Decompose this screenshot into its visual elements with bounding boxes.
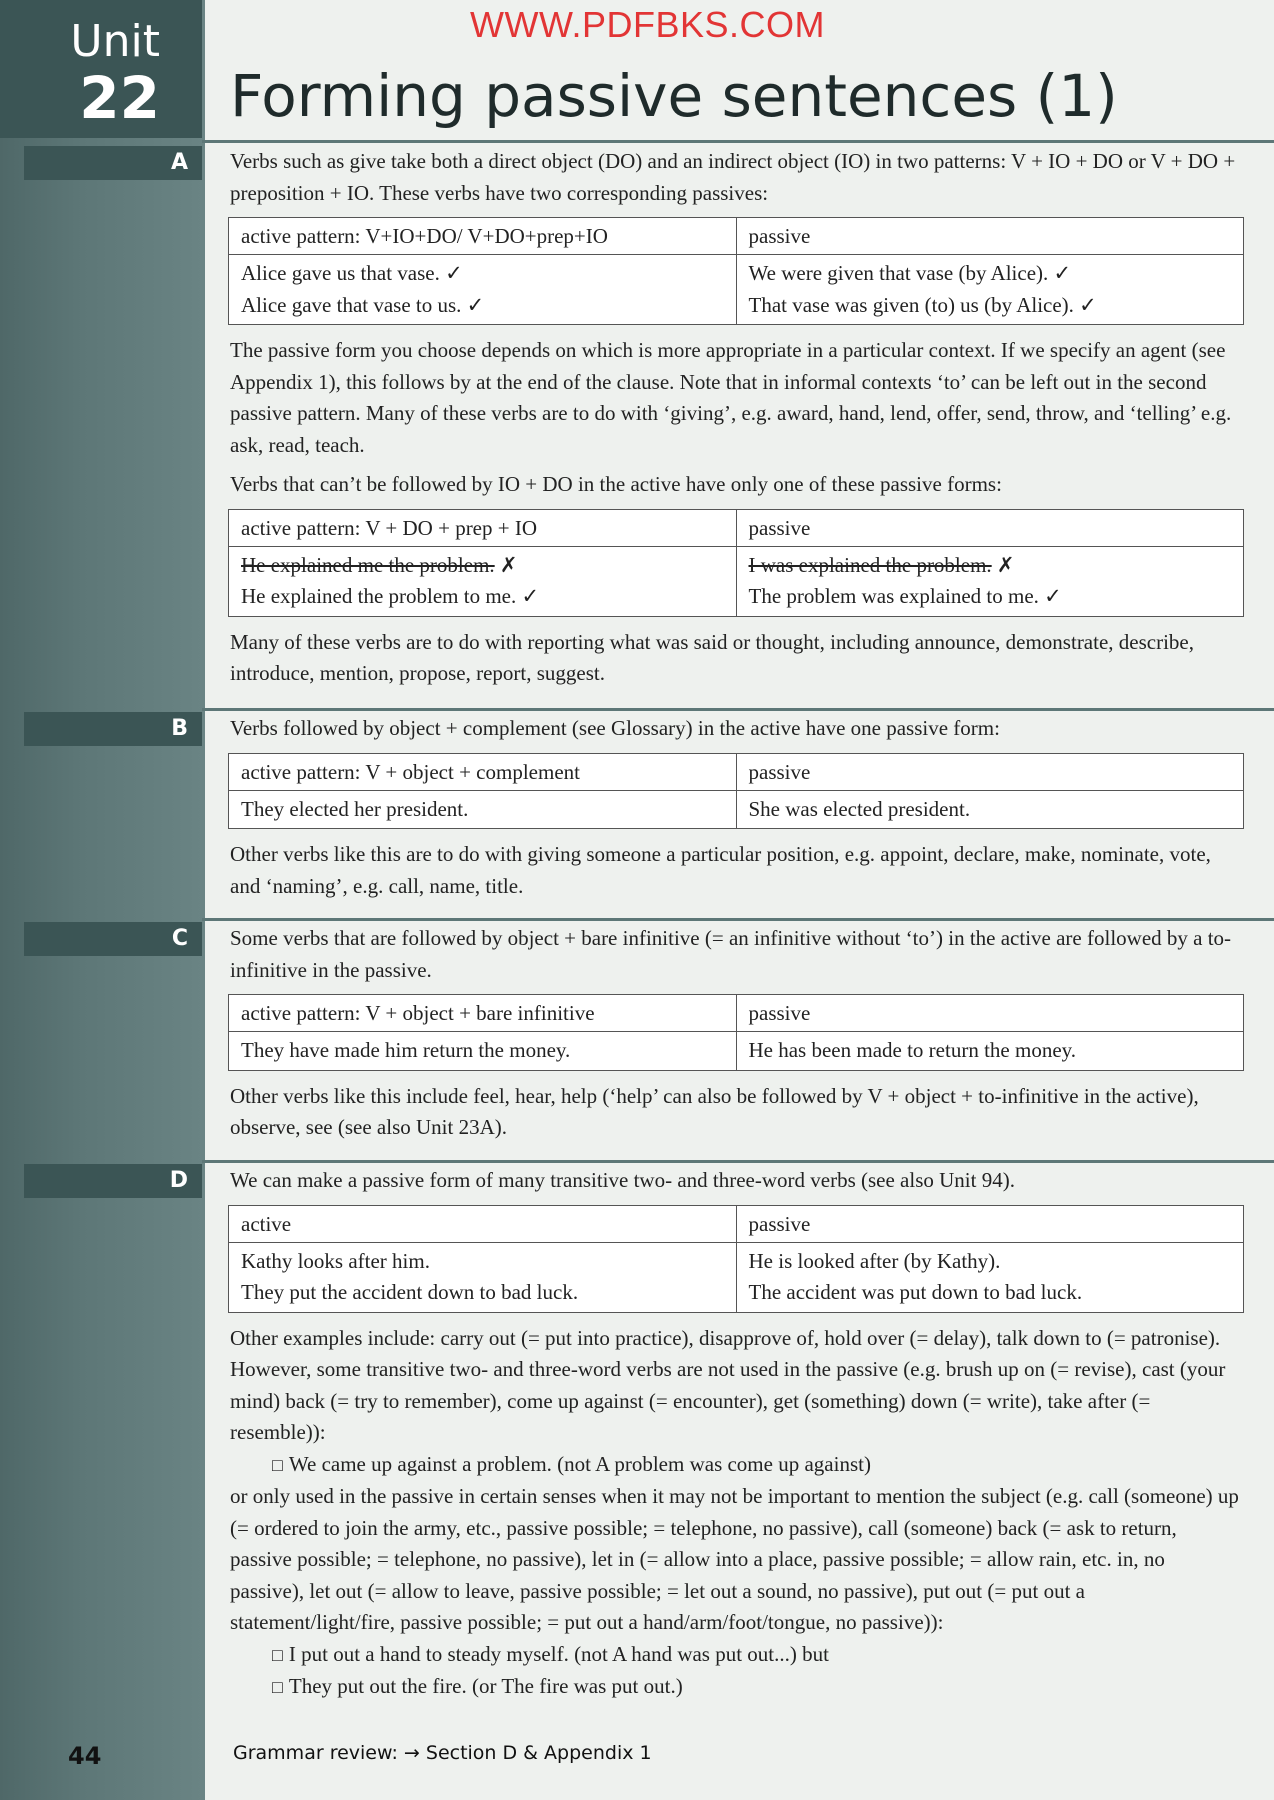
section-c-rule: [202, 918, 1274, 921]
example-line: The accident was put down to bad luck.: [748, 1280, 1083, 1304]
section-b-label: B: [24, 712, 202, 746]
unit-badge: [0, 0, 202, 138]
left-sidebar: [0, 0, 205, 1800]
unit-word: Unit: [70, 16, 160, 67]
section-a-table-1: [228, 217, 1244, 325]
table-cell-passive: [736, 1242, 1244, 1312]
section-a-para-3: Many of these verbs are to do with reporting what was said or thought, including announce, demonstrate, describe, introduce, mention, propose, report, suggest.: [230, 629, 1195, 685]
section-d-para-1: Other examples include: carry out (= put into practice), disapprove of, hold over (= delay), talk down to (= patronise). However, some transitive two- and three-word verbs are not used in the passive (e.g. brush up on (= revise), cast (your mind) back (= try to remember), come up against (= encounter), get (something) down (= write), take after (= resemble)):: [230, 1325, 1226, 1444]
section-a-label: A: [24, 146, 202, 180]
table-header-active: active pattern: V+IO+DO/ V+DO+prep+IO: [229, 218, 737, 255]
section-a-para-1: The passive form you choose depends on which is more appropriate in a particular context. If we specify an agent (see Appendix 1), this follows by at the end of the clause. Note that in informal contexts ‘to’ can be left out in the second passive pattern. Many of these verbs are to do with ‘giving’, e.g. award, hand, lend, offer, send, throw, and ‘telling’ e.g. ask, read, teach.: [230, 338, 1232, 457]
table-cell-active: [229, 546, 737, 616]
example-line: That vase was given (to) us (by Alice). ✓: [748, 292, 1097, 317]
table-header-passive: passive: [736, 218, 1244, 255]
example-line: Alice gave us that vase. ✓: [241, 261, 463, 285]
table-cell-passive: She was elected president.: [736, 790, 1244, 829]
table-header-passive: passive: [736, 509, 1244, 546]
unit-number: 22: [79, 64, 160, 132]
section-a-table-2: [228, 509, 1244, 617]
example-line: They put the accident down to bad luck.: [241, 1280, 579, 1304]
section-d-para-2: or only used in the passive in certain senses when it may not be important to mention the subject (e.g. call (someone) up (= ordered to join the army, etc., passive possible; = telephone, no passive), call (someone) back (= ask to return, passive possible; = telephone, no passive), let in (= allow into a place, passive possible; = allow rain, etc. in, no passive), let out (= allow to leave, passive possible; = let out a sound, no passive), put out (= put out a statement/light/fire, passive possible; = put out a hand/arm/foot/tongue, no passive)):: [230, 1484, 1239, 1634]
table-header-passive: passive: [736, 753, 1244, 790]
table-cell-passive: He has been made to return the money.: [736, 1032, 1244, 1071]
struck-text: I was explained the problem.: [748, 552, 992, 577]
section-d-table: [228, 1205, 1244, 1313]
grammar-review-footer: Grammar review: → Section D & Appendix 1: [233, 1742, 652, 1764]
section-a-para-2: Verbs that can’t be followed by IO + DO in the active have only one of these passive forms:: [230, 472, 1002, 496]
section-a-intro: Verbs such as give take both a direct object (DO) and an indirect object (IO) in two patterns: V + IO + DO or V + DO + preposition + IO. These verbs have two corresponding passives:: [230, 149, 1236, 205]
correct-example: He explained the problem to me. ✓: [241, 584, 540, 608]
section-d-label: D: [24, 1164, 202, 1198]
page-title: Forming passive sentences (1): [230, 62, 1118, 130]
cross-mark: ✗: [996, 552, 1015, 577]
example-line: We were given that vase (by Alice). ✓: [748, 261, 1072, 285]
table-cell-active: [229, 255, 737, 325]
table-cell-active: They elected her president.: [229, 790, 737, 829]
correct-example: The problem was explained to me. ✓: [748, 584, 1062, 608]
section-c-label: C: [24, 922, 202, 956]
table-header-passive: passive: [736, 1205, 1244, 1242]
section-d: [230, 1165, 1240, 1704]
section-d-example-1: □ We came up against a problem. (not A problem was come up against): [230, 1449, 1240, 1482]
table-header-passive: passive: [736, 995, 1244, 1032]
struck-text: He explained me the problem.: [241, 552, 495, 577]
watermark: WWW.PDFBKS.COM: [470, 4, 825, 45]
section-a: [230, 146, 1240, 698]
section-d-intro: We can make a passive form of many transitive two- and three-word verbs (see also Unit 94).: [230, 1168, 1015, 1192]
incorrect-example: [241, 550, 724, 582]
cross-mark: ✗: [499, 552, 518, 577]
section-a-rule: [202, 140, 1274, 143]
section-b-rule: [202, 708, 1274, 711]
table-cell-passive: [736, 546, 1244, 616]
table-cell-active: [229, 1242, 737, 1312]
section-c-intro: Some verbs that are followed by object + bare infinitive (= an infinitive without ‘to’) in the active are followed by a to-infinitive in the passive.: [230, 926, 1232, 982]
example-line: Kathy looks after him.: [241, 1248, 430, 1273]
section-c: [230, 923, 1240, 1152]
section-d-example-2: □ I put out a hand to steady myself. (not A hand was put out...) but: [230, 1639, 1240, 1672]
section-d-rule: [202, 1160, 1274, 1163]
section-b-para: Other verbs like this are to do with giving someone a particular position, e.g. appoint, declare, make, nominate, vote, and ‘naming’, e.g. call, name, title.: [230, 842, 1211, 898]
section-c-para: Other verbs like this include feel, hear, help (‘help’ can also be followed by V + object + to-infinitive in the active), observe, see (see also Unit 23A).: [230, 1083, 1199, 1139]
section-c-table: [228, 994, 1244, 1071]
section-b: [230, 713, 1240, 910]
section-d-example-3: □ They put out the fire. (or The fire was put out.): [230, 1671, 1240, 1704]
section-b-intro: Verbs followed by object + complement (see Glossary) in the active have one passive form:: [230, 716, 1000, 740]
table-header-active: active: [229, 1205, 737, 1242]
table-cell-passive: [736, 255, 1244, 325]
table-cell-active: They have made him return the money.: [229, 1032, 737, 1071]
example-line: Alice gave that vase to us. ✓: [241, 292, 485, 317]
section-b-table: [228, 753, 1244, 830]
table-header-active: active pattern: V + DO + prep + IO: [229, 509, 737, 546]
incorrect-example: [749, 550, 1232, 582]
table-header-active: active pattern: V + object + bare infinitive: [229, 995, 737, 1032]
page-number: 44: [68, 1742, 102, 1770]
example-line: He is looked after (by Kathy).: [748, 1248, 1001, 1273]
table-header-active: active pattern: V + object + complement: [229, 753, 737, 790]
